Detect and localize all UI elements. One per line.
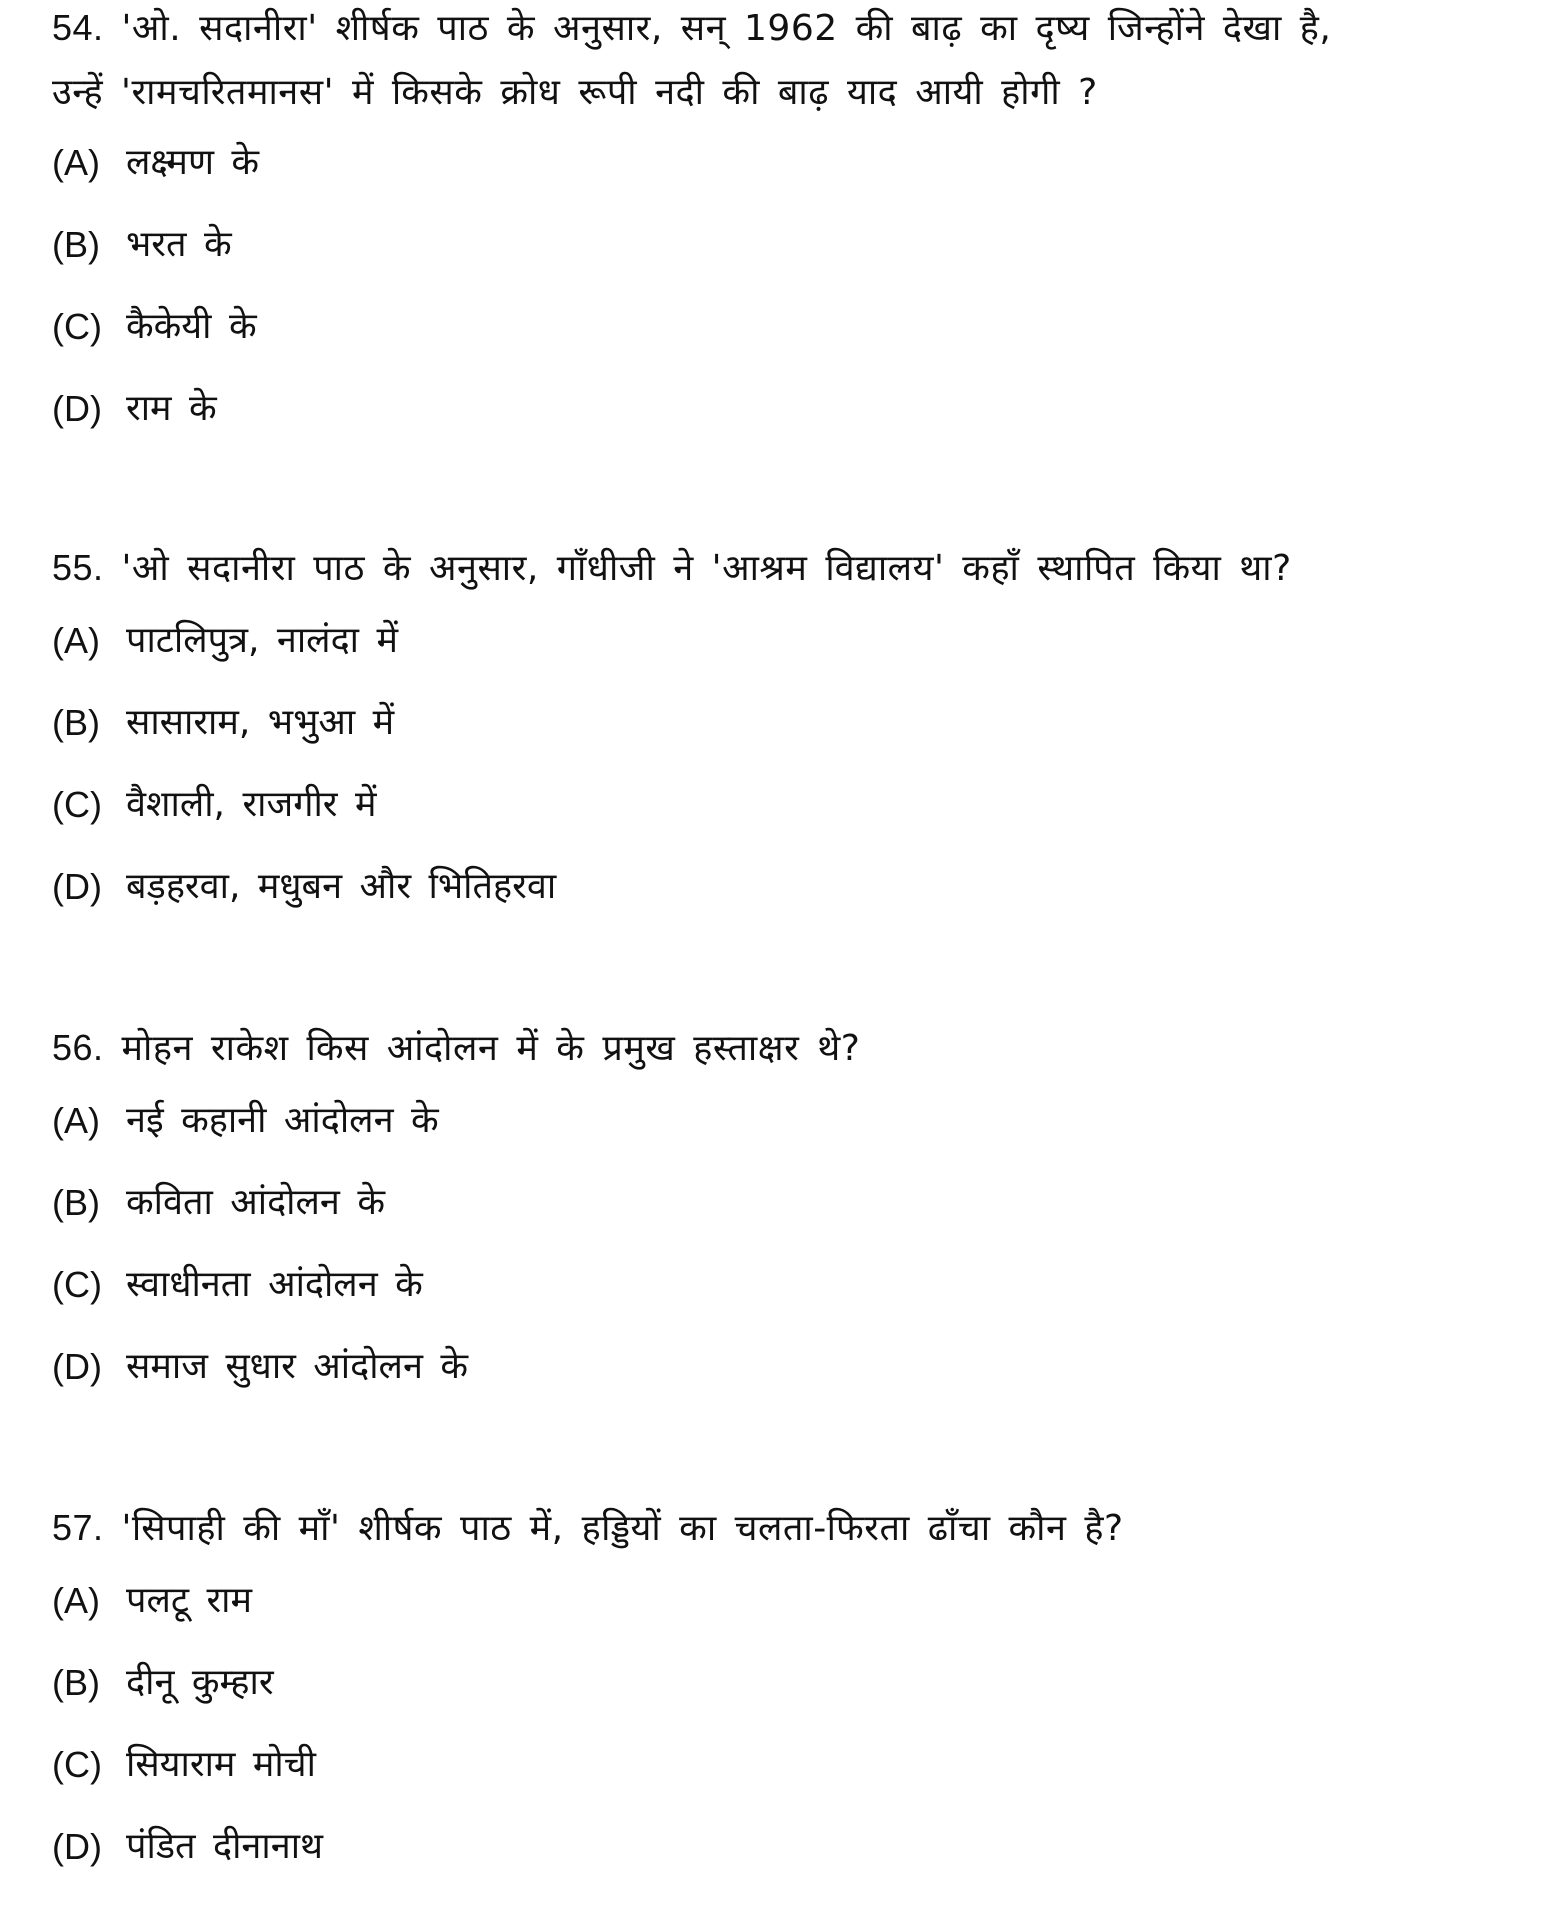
option-b[interactable] bbox=[52, 1663, 1512, 1745]
option-text: सासाराम, भभुआ में bbox=[126, 702, 395, 743]
option-a[interactable] bbox=[52, 143, 1512, 225]
option-text: पलटू राम bbox=[126, 1580, 253, 1621]
option-d[interactable] bbox=[52, 1347, 1512, 1429]
question-text-line-1: 'ओ सदानीरा पाठ के अनुसार, गाँधीजी ने 'आश्रम विद्यालय' कहाँ स्थापित किया था? bbox=[121, 548, 1292, 589]
question-number: 55. bbox=[52, 547, 104, 588]
question-text bbox=[52, 1016, 1512, 1081]
option-a[interactable] bbox=[52, 1581, 1512, 1663]
option-text: समाज सुधार आंदोलन के bbox=[126, 1346, 469, 1387]
option-label: (A) bbox=[52, 142, 100, 183]
option-text: कैकेयी के bbox=[126, 306, 257, 347]
question-54 bbox=[52, 0, 1512, 471]
option-c[interactable] bbox=[52, 307, 1512, 389]
option-label: (D) bbox=[52, 388, 102, 429]
question-57 bbox=[52, 1496, 1512, 1909]
question-text-line-1: 'ओ. सदानीरा' शीर्षक पाठ के अनुसार, सन् 1962 की बाढ़ का दृष्य जिन्होंने देखा है, bbox=[121, 8, 1332, 49]
option-label: (D) bbox=[52, 1826, 102, 1867]
question-number: 56. bbox=[52, 1027, 104, 1068]
question-text-line-1: मोहन राकेश किस आंदोलन में के प्रमुख हस्ताक्षर थे? bbox=[121, 1028, 861, 1069]
option-text: स्वाधीनता आंदोलन के bbox=[126, 1264, 423, 1305]
option-text: वैशाली, राजगीर में bbox=[126, 784, 377, 825]
option-label: (A) bbox=[52, 1580, 100, 1621]
question-text bbox=[52, 0, 1512, 125]
options-list bbox=[52, 143, 1512, 471]
option-text: राम के bbox=[126, 388, 217, 429]
option-label: (D) bbox=[52, 866, 102, 907]
option-text: सियाराम मोची bbox=[126, 1744, 316, 1785]
option-text: बड़हरवा, मधुबन और भितिहरवा bbox=[126, 866, 557, 907]
option-d[interactable] bbox=[52, 389, 1512, 471]
option-d[interactable] bbox=[52, 867, 1512, 949]
question-text-line-1: 'सिपाही की माँ' शीर्षक पाठ में, हड्डियों का चलता-फिरता ढाँचा कौन है? bbox=[121, 1508, 1124, 1549]
option-b[interactable] bbox=[52, 703, 1512, 785]
question-text bbox=[52, 536, 1512, 601]
option-label: (C) bbox=[52, 306, 102, 347]
option-label: (C) bbox=[52, 1744, 102, 1785]
option-label: (D) bbox=[52, 1346, 102, 1387]
option-label: (A) bbox=[52, 620, 100, 661]
question-number: 57. bbox=[52, 1507, 104, 1548]
option-a[interactable] bbox=[52, 621, 1512, 703]
option-label: (C) bbox=[52, 784, 102, 825]
option-text: कविता आंदोलन के bbox=[126, 1182, 385, 1223]
option-b[interactable] bbox=[52, 225, 1512, 307]
option-text: भरत के bbox=[126, 224, 232, 265]
option-label: (B) bbox=[52, 1182, 100, 1223]
question-55 bbox=[52, 536, 1512, 949]
option-text: पाटलिपुत्र, नालंदा में bbox=[126, 620, 398, 661]
option-a[interactable] bbox=[52, 1101, 1512, 1183]
option-c[interactable] bbox=[52, 785, 1512, 867]
question-text bbox=[52, 1496, 1512, 1561]
option-text: नई कहानी आंदोलन के bbox=[126, 1100, 439, 1141]
question-number: 54. bbox=[52, 7, 104, 48]
options-list bbox=[52, 621, 1512, 949]
option-text: लक्ष्मण के bbox=[126, 142, 260, 183]
option-label: (B) bbox=[52, 224, 100, 265]
option-label: (B) bbox=[52, 702, 100, 743]
option-text: दीनू कुम्हार bbox=[126, 1662, 274, 1703]
question-56 bbox=[52, 1016, 1512, 1429]
options-list bbox=[52, 1101, 1512, 1429]
option-b[interactable] bbox=[52, 1183, 1512, 1265]
question-text-line-2: उन्हें 'रामचरितमानस' में किसके क्रोध रूपी नदी की बाढ़ याद आयी होगी ? bbox=[52, 72, 1098, 113]
option-c[interactable] bbox=[52, 1265, 1512, 1347]
options-list bbox=[52, 1581, 1512, 1909]
option-d[interactable] bbox=[52, 1827, 1512, 1909]
option-label: (B) bbox=[52, 1662, 100, 1703]
option-text: पंडित दीनानाथ bbox=[126, 1826, 324, 1867]
option-c[interactable] bbox=[52, 1745, 1512, 1827]
option-label: (A) bbox=[52, 1100, 100, 1141]
option-label: (C) bbox=[52, 1264, 102, 1305]
